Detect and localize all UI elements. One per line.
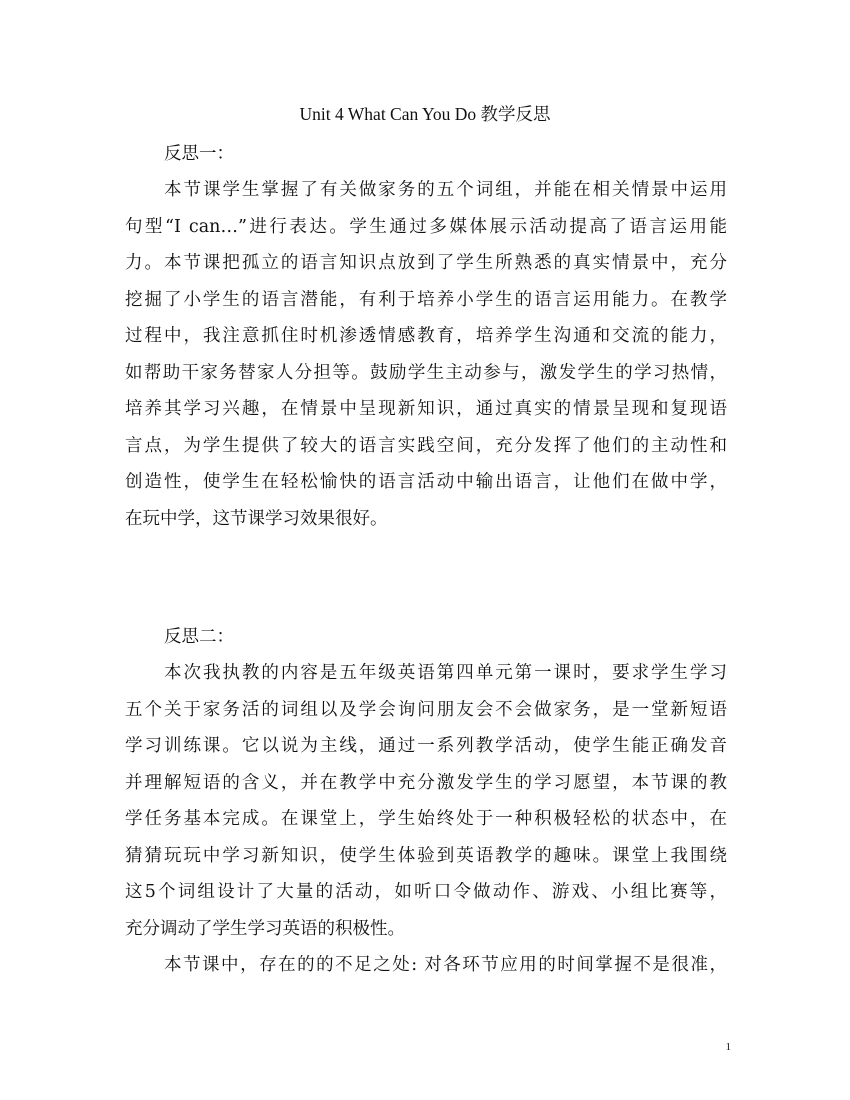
reflection2-line: 猜猜玩玩中学习新知识，使学生体验到英语教学的趣味。课堂上我围绕 bbox=[125, 846, 727, 866]
reflection1-line: 言点，为学生提供了较大的语言实践空间，充分发挥了他们的主动性和 bbox=[125, 436, 727, 456]
reflection1-line: 挖掘了小学生的语言潜能，有利于培养小学生的语言运用能力。在教学 bbox=[125, 290, 727, 310]
reflection1-line: 本节课学生掌握了有关做家务的五个词组，并能在相关情景中运用 bbox=[164, 180, 727, 200]
page-number: 1 bbox=[725, 1041, 731, 1053]
reflection1-line: 培养其学习兴趣，在情景中呈现新知识，通过真实的情景呈现和复现语 bbox=[125, 399, 727, 419]
reflection2-line: 这5个词组设计了大量的活动，如听口令做动作、游戏、小组比赛等， bbox=[125, 882, 727, 902]
reflection1-line: 在玩中学，这节课学习效果很好。 bbox=[125, 509, 388, 529]
reflection2-line: 五个关于家务活的词组以及学会询问朋友会不会做家务，是一堂新短语 bbox=[125, 700, 727, 720]
reflection1-line: 创造性，使学生在轻松愉快的语言活动中输出语言，让他们在做中学， bbox=[125, 472, 727, 492]
reflection2-label: 反思二： bbox=[164, 627, 234, 647]
reflection1-line: 过程中，我注意抓住时机渗透情感教育，培养学生沟通和交流的能力， bbox=[125, 326, 727, 346]
reflection2-line: 充分调动了学生学习英语的积极性。 bbox=[125, 919, 405, 939]
document-title: Unit 4 What Can You Do 教学反思 bbox=[299, 104, 551, 124]
reflection1-line: 力。本节课把孤立的语言知识点放到了学生所熟悉的真实情景中，充分 bbox=[125, 253, 727, 273]
reflection1-line: 句型“I can…”进行表达。学生通过多媒体展示活动提高了语言运用能 bbox=[125, 217, 727, 237]
reflection2-line: 本节课中，存在的的不足之处: 对各环节应用的时间掌握不是很准， bbox=[164, 955, 727, 975]
reflection1-line: 如帮助干家务替家人分担等。鼓励学生主动参与，激发学生的学习热情， bbox=[125, 363, 727, 383]
reflection2-line: 学习训练课。它以说为主线，通过一系列教学活动，使学生能正确发音 bbox=[125, 736, 727, 756]
reflection2-line: 并理解短语的含义，并在教学中充分激发学生的学习愿望，本节课的教 bbox=[125, 773, 727, 793]
reflection2-line: 学任务基本完成。在课堂上，学生始终处于一种积极轻松的状态中，在 bbox=[125, 809, 727, 829]
reflection2-line: 本次我执教的内容是五年级英语第四单元第一课时，要求学生学习 bbox=[164, 663, 727, 683]
reflection1-label: 反思一： bbox=[164, 144, 234, 164]
